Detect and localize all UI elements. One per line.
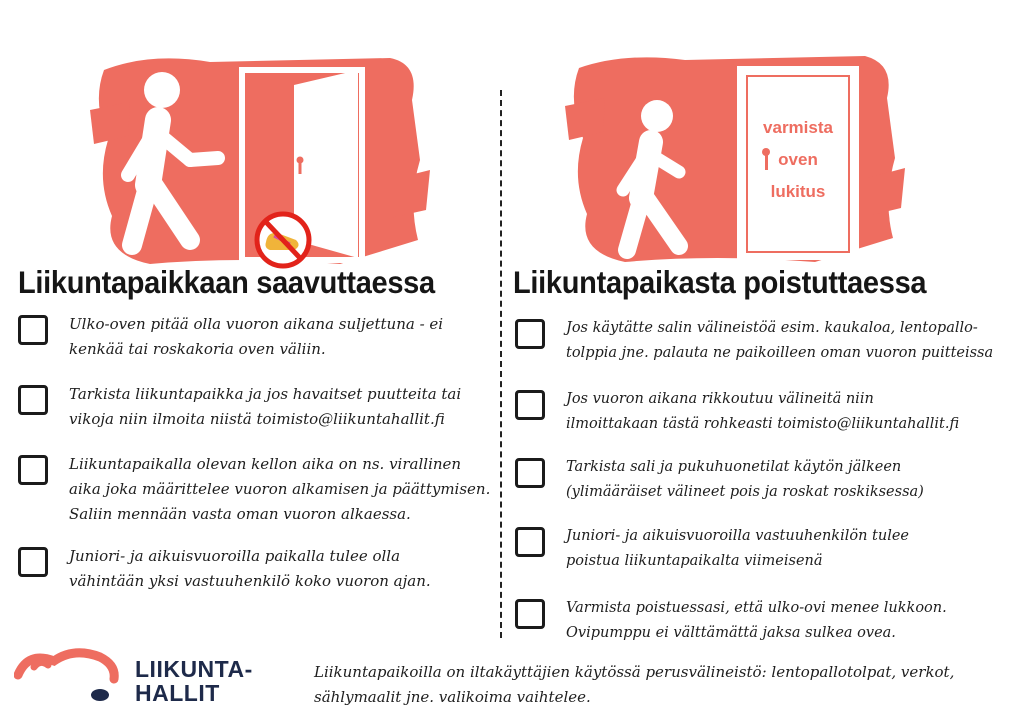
door-lock-reminder-2 <box>738 150 858 170</box>
item-text-line: kenkää tai roskakoria oven väliin. <box>69 340 326 358</box>
item-text-line: vähintään yksi vastuuhenkilö koko vuoron ajan. <box>69 572 431 590</box>
no-shoe-icon <box>257 214 309 266</box>
item-text-line: Ovipumppu ei välttämättä jaksa sulkea ovea. <box>566 625 896 641</box>
item-text-line: Saliin mennään vasta oman vuoron alkaessa. <box>69 505 411 523</box>
item-text-line: aika joka määrittelee vuoron alkamisen ja päättymisen. <box>69 480 491 498</box>
right-checklist-item <box>515 316 993 366</box>
item-text-line: Juniori- ja aikuisvuoroilla vastuuhenkilön tulee <box>566 528 910 544</box>
left-checklist-item <box>18 452 490 527</box>
item-text-line: Ulko-oven pitää olla vuoron aikana suljettuna - ei <box>69 315 444 333</box>
door-lock-reminder-3 <box>738 182 858 202</box>
checkbox[interactable] <box>515 390 545 420</box>
item-text-line: Jos käytätte salin välineistöä esim. kaukaloa, lentopallo- <box>566 320 978 336</box>
item-text-line: Tarkista liikuntapaikka ja jos havaitset puutteita tai <box>69 385 462 403</box>
item-text-line: Liikuntapaikalla olevan kellon aika on ns. virallinen <box>69 455 462 473</box>
checkbox[interactable] <box>18 455 48 485</box>
liikuntahallit-logo-icon <box>14 645 122 705</box>
item-text-line: poistua liikuntapaikalta viimeisenä <box>566 553 823 569</box>
checkbox[interactable] <box>515 527 545 557</box>
right-checklist-item <box>515 455 924 505</box>
checkbox[interactable] <box>18 385 48 415</box>
checkbox[interactable] <box>18 547 48 577</box>
checkbox[interactable] <box>515 458 545 488</box>
key-icon-stem <box>765 154 768 170</box>
logo-text-line2: HALLIT <box>135 680 220 706</box>
item-text-line: (ylimääräiset välineet pois ja roskat roskiksessa) <box>566 484 924 500</box>
door-text-line: varmista <box>763 118 833 137</box>
door-text-line: oven <box>778 150 818 169</box>
entering-illustration <box>90 40 430 270</box>
item-text-line: tolppia jne. palauta ne paikoilleen oman vuoron puitteissa <box>566 345 994 361</box>
checkbox[interactable] <box>18 315 48 345</box>
right-checklist-item <box>515 387 959 437</box>
checkbox[interactable] <box>515 319 545 349</box>
item-text-line: Tarkista sali ja pukuhuonetilat käytön jälkeen <box>566 459 902 475</box>
door-text-line: lukitus <box>770 182 826 201</box>
checkbox[interactable] <box>515 599 545 629</box>
footer-note <box>314 660 1014 710</box>
item-text-line: Jos vuoron aikana rikkoutuu välineitä niin <box>566 391 874 407</box>
right-checklist-item <box>515 524 909 574</box>
left-checklist-item <box>18 544 431 594</box>
column-divider <box>500 90 502 638</box>
item-text-line: Juniori- ja aikuisvuoroilla paikalla tulee olla <box>69 547 401 565</box>
left-heading: Liikuntapaikkaan saavuttaessa <box>18 266 435 301</box>
item-text-line: Varmista poistuessasi, että ulko-ovi menee lukkoon. <box>566 600 947 616</box>
logo-text-line1: LIIKUNTA- <box>135 656 253 682</box>
left-checklist-item <box>18 312 443 362</box>
footer-line: Liikuntapaikoilla on iltakäyttäjien käytössä perusvälineistö: lentopallotolpat, verkot, <box>314 663 955 681</box>
right-checklist-item <box>515 596 947 646</box>
item-text-line: ilmoittakaan tästä rohkeasti toimisto@liikuntahallit.fi <box>566 416 960 432</box>
door-lock-reminder <box>738 118 858 138</box>
footer-line: sählymaalit jne. valikoima vaihtelee. <box>314 688 591 706</box>
right-heading: Liikuntapaikasta poistuttaessa <box>513 266 927 301</box>
item-text-line: vikoja niin ilmoita niistä toimisto@liikuntahallit.fi <box>69 410 445 428</box>
left-checklist-item <box>18 382 461 432</box>
